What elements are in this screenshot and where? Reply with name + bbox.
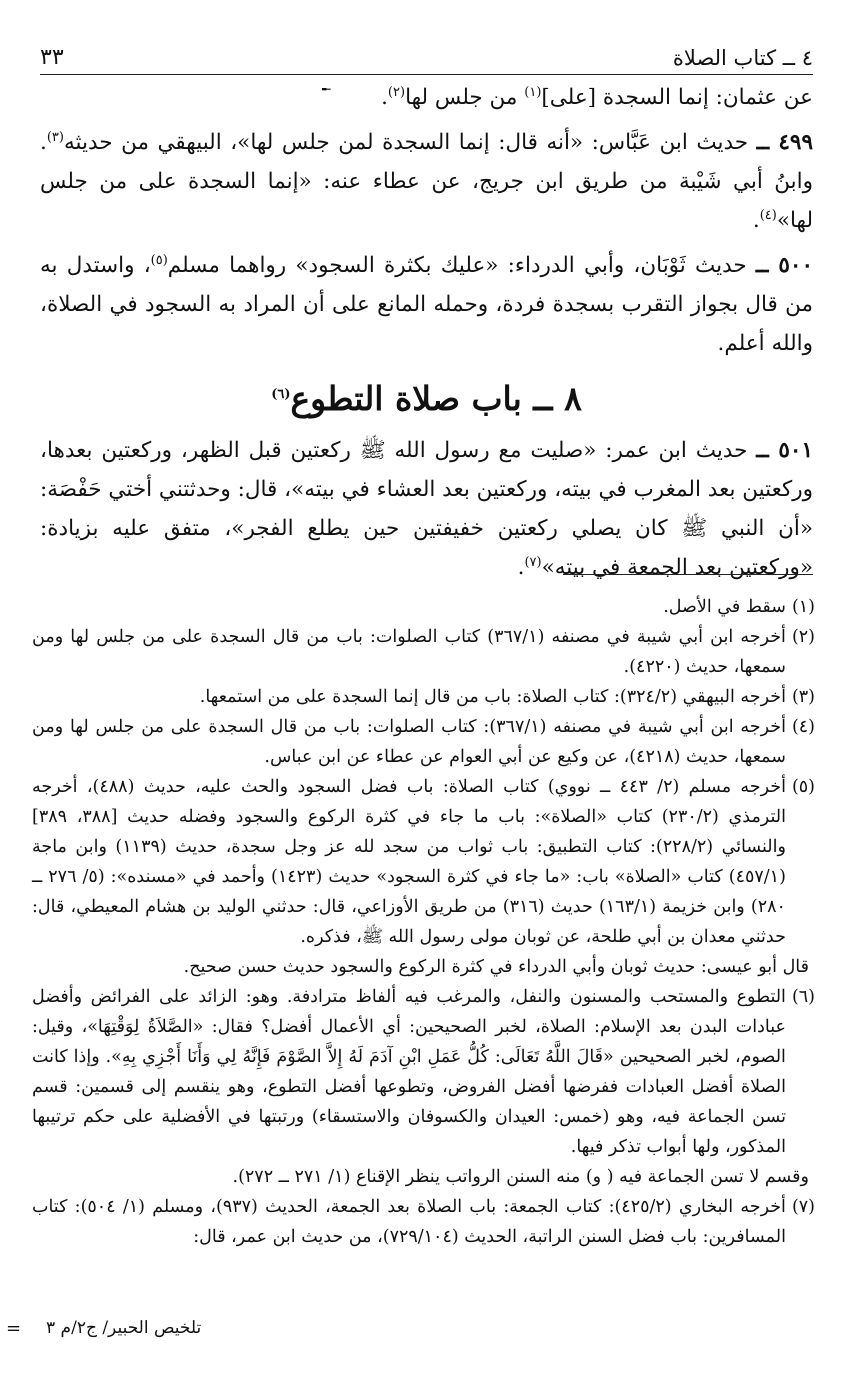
paragraph-text: حديث ثَوْبَان، وأبي الدرداء: «عليك بكثرة السجود» رواهما مسلم xyxy=(167,253,756,278)
footnote-number: (٤) xyxy=(791,717,815,737)
footnote-6 xyxy=(32,982,815,1162)
footnote-3 xyxy=(32,682,815,712)
paragraph-text: . xyxy=(381,85,388,110)
footnote-ref[interactable]: (٣) xyxy=(46,129,64,145)
paragraph-text: ، واستدل به من قال بجواز التقرب بسجدة فردة، وحمله المانع على أن المراد به السجود في الصلاة، والله أعلم. xyxy=(40,253,813,356)
footnote-text: التطوع والمستحب والمسنون والنفل، والمرغب فيه ألفاظ مترادفة. وهو: الزائد على الفرائض وأفضل عبادات البدن بعد الإسلام: الصلاة، لخبر الصحيحين: أي الأعمال أفضل؟ فقال: «الصَّلاَةُ لِوَقْتِهَا»، وقيل: الصوم، لخبر الصحيحين «قَالَ اللَّهُ تَعَالَى: كُلُّ عَمَلِ ابْنِ آدَمَ لَهُ إِلاَّ الصَّوْمَ فَإِنَّهُ لِي وَأَنَا أَجْزِي بِهِ». وإذا كانت الصلاة أفضل العبادات ففرضها أفضل الفروض، وتطوعها أفضل التطوع، وهو ينقسم إلى قسمين: قسم تسن الجماعة فيه، وهو (خمس: العيدان والكسوفان والاستسقاء) ورتبتها في الأفضلية على حكم ترتيبها المذكور، ولها أبواب تذكر فيها. xyxy=(32,987,786,1157)
footnote-number: (٣) xyxy=(791,687,815,707)
footnote-5-continuation xyxy=(32,952,815,982)
footnote-text: أخرجه مسلم (٢/ ٤٤٣ ــ نووي) كتاب الصلاة: باب فضل السجود والحث عليه، حديث (٤٨٨)، أخرجه الترمذي (٢٣٠/٢) كتاب «الصلاة»: باب ما جاء في كثرة الركوع والسجود وفضله حديث [٣٨٨، ٣٨٩] والنسائي (٢٢٨/٢): كتاب التطبيق: باب ثواب من سجد لله عز وجل سجدة، حديث (١١٣٩) وابن ماجة (٤٥٧/١) كتاب «الصلاة» باب: «ما جاء في كثرة السجود» حديث (١٤٢٣) وأحمد في «مسنده»: (٥/ ٢٧٦ ــ ٢٨٠) وابن خزيمة (١٦٣/١) حديث (٣١٦) من طريق الأوزاعي، قال: حدثني الوليد بن هشام المعيطي، قال: حدثني معدان بن أبي طلحة، عن ثوبان مولى رسول الله ﷺ، فذكره. xyxy=(32,777,786,947)
paragraph-text: . xyxy=(752,208,760,233)
footnote-separator xyxy=(563,574,813,575)
main-text xyxy=(40,78,813,587)
footnote-text: أخرجه البخاري (٤٢٥/٢): كتاب الجمعة: باب الصلاة بعد الجمعة، الحديث (٩٣٧)، ومسلم (١/ ٥٠٤): كتاب المسافرين: باب فضل السنن الراتبة، الحديث (٧٢٩/١٠٤)، من حديث ابن عمر، قال: xyxy=(32,1197,786,1247)
footnote-text: أخرجه ابن أبي شيبة في مصنفه (٣٦٧/١): كتاب الصلوات: باب من قال السجدة على من جلس لها ومن سمعها، حديث (٤٢١٨)، عن وكيع عن أبي العوام عن عطاء عن ابن عباس. xyxy=(32,717,786,767)
stray-mark: ╾ xyxy=(322,82,331,98)
footnote-text: أخرجه ابن أبي شيبة في مصنفه (٣٦٧/١) كتاب الصلوات: باب من قال السجدة على من جلس لها ومن سمعها، حديث (٤٢٢٠). xyxy=(32,627,786,677)
footnote-number: (٥) xyxy=(791,777,815,797)
footnote-ref[interactable]: (٥) xyxy=(150,252,168,268)
chapter-title: ٨ ــ باب صلاة التطوع xyxy=(290,379,582,418)
footnote-ref[interactable]: (٦) xyxy=(271,387,291,402)
footnote-number: (٦) xyxy=(791,987,815,1007)
hadith-501 xyxy=(40,431,813,587)
footnote-number: (٢) xyxy=(791,627,815,647)
footnote-7 xyxy=(32,1192,815,1252)
footnote-2 xyxy=(32,622,815,682)
continuation-mark: = xyxy=(6,1318,22,1339)
signature-line: تلخيص الحبير/ ج٢/م ٣ xyxy=(46,1318,202,1338)
footnote-6-continuation xyxy=(32,1162,815,1192)
footnote-number: (٧) xyxy=(791,1197,815,1217)
chapter-heading xyxy=(40,377,813,421)
footnote-ref[interactable]: (٧) xyxy=(524,554,542,570)
hadith-500 xyxy=(40,246,813,363)
paragraph-text: . وابنُ أبي شَيْبة من طريق ابن جريج، عن عطاء عنه: «إنما السجدة على من جلس لها» xyxy=(40,130,813,233)
paragraph-text: حديث ابن عمر: «صليت مع رسول الله ﷺ ركعتين قبل الظهر، وركعتين بعدها، وركعتين بعد المغرب في بيته، وركعتين بعد العشاء في بيته»، قال: وحدثتني أختي حَفْصَة: «أن النبي ﷺ كان يصلي ركعتين خفيفتين حين يطلع الفجر»، متفق عليه بزيادة: «وركعتين بعد الجمعة في بيته» xyxy=(40,438,813,580)
footnote-ref[interactable]: (٢) xyxy=(387,84,406,100)
footnote-ref[interactable]: (٤) xyxy=(759,207,777,223)
footnote-number: (١) xyxy=(791,597,815,617)
footnote-text: أخرجه البيهقي (٣٢٤/٢): كتاب الصلاة: باب من قال إنما السجدة على من استمعها. xyxy=(199,687,786,707)
footnotes xyxy=(32,592,815,1252)
paragraph-uthman xyxy=(40,78,813,117)
hadith-499 xyxy=(40,123,813,240)
page-number: ٣٣ xyxy=(40,45,64,70)
paragraph-text: من جلس لها xyxy=(405,85,525,110)
paragraph-text: عن عثمان: إنما السجدة [على] xyxy=(541,85,813,110)
footnote-4 xyxy=(32,712,815,772)
hadith-number: ٥٠٠ ــ xyxy=(755,253,813,278)
footnote-ref[interactable]: (١) xyxy=(524,84,542,100)
paragraph-text: . xyxy=(517,555,525,580)
footnote-text: قال أبو عيسى: حديث ثوبان وأبي الدرداء في كثرة الركوع والسجود حديث حسن صحيح. xyxy=(183,957,809,977)
running-header xyxy=(40,36,813,75)
footnote-text: وقسم لا تسن الجماعة فيه ( و) منه السنن الرواتب ينظر الإقناع (١/ ٢٧١ ــ ٢٧٢). xyxy=(232,1167,809,1187)
footnote-1 xyxy=(32,592,815,622)
hadith-number: ٥٠١ ــ xyxy=(756,438,813,463)
section-title: ٤ ــ كتاب الصلاة xyxy=(672,46,813,70)
hadith-number: ٤٩٩ ــ xyxy=(756,130,813,155)
footnote-5 xyxy=(32,772,815,952)
footnote-text: سقط في الأصل. xyxy=(663,597,786,617)
paragraph-text: حديث ابن عَبَّاس: «أنه قال: إنما السجدة لمن جلس لها»، البيهقي من حديثه xyxy=(63,130,757,155)
